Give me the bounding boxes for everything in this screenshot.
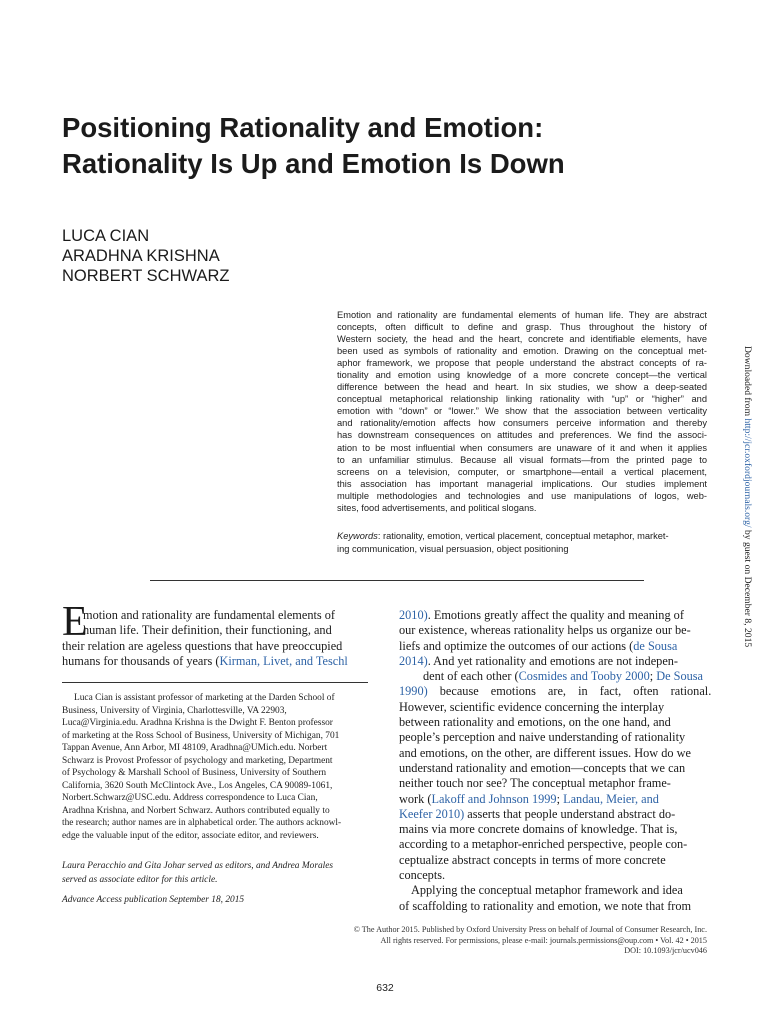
abstract-line: sites, food advertisements, and political slogans.	[337, 502, 537, 513]
author-name: NORBERT SCHWARZ	[62, 267, 230, 285]
body-line: humans for thousands of years (	[62, 653, 220, 668]
abstract-line: difference between the head and heart. In six studies, we show a deep-seated	[337, 382, 707, 393]
keywords	[337, 530, 707, 555]
editors-line: Laura Peracchio and Gita Johar served as editors, and Andrea Morales	[62, 861, 334, 871]
body-line: and emotions, on the other, are different issues. How do we	[399, 745, 691, 760]
abstract-line: ation to be most influential when consumers are unaware of it and when it applies	[337, 442, 707, 453]
abstract-line: Emotion and rationality are fundamental elements of human life. They are abstract	[337, 310, 707, 320]
abstract-line: conceptual metaphorical relationship linking rationality with “up” or “higher” and	[337, 394, 707, 405]
abstract-line: this association has important managerial implications. Our studies implement	[337, 478, 707, 489]
footnote-line: Luca@Virginia.edu. Aradhna Krishna is the Dwight F. Benton professor	[62, 718, 333, 729]
footnote-line: Luca Cian is assistant professor of marketing at the Darden School of	[74, 693, 335, 703]
footnote-line: California, 3620 South McClintock Ave., Los Angeles, CA 90089-1061,	[62, 780, 333, 791]
abstract-line: concepts, often difficult to define and grasp. Thus throughout the history of	[337, 322, 707, 333]
copyright-line: All rights reserved. For permissions, please e-mail: journals.permissions@oup.com • Vol. 42 • 2015	[380, 935, 707, 945]
body-line: concepts.	[399, 868, 446, 883]
citation-link[interactable]: de Sousa	[633, 638, 678, 653]
page-number: 632	[376, 982, 394, 994]
body-text: asserts that people understand abstract do-	[464, 806, 676, 821]
body-line: motion and rationality are fundamental elements of	[83, 608, 336, 622]
editors-note	[62, 860, 368, 887]
abstract	[337, 309, 707, 514]
body-line: people’s perception and naive understanding of rationality	[399, 730, 686, 745]
footnote-line: Tappan Avenue, Ann Arbor, MI 48109, Aradhna@UMich.edu. Norbert	[62, 743, 328, 754]
abstract-line: multiple methodologies and technologies and use manipulations of logos, web-	[337, 490, 707, 501]
keywords-label: Keywords	[337, 531, 378, 541]
footnote-line: the research; author names are in alphabetical order. The authors acknowl-	[62, 818, 342, 829]
author-name: LUCA CIAN	[62, 227, 150, 245]
citation-link[interactable]: Lakoff and Johnson 1999	[431, 791, 557, 806]
body-text: work (	[399, 791, 432, 806]
abstract-line: tionality and emotion using knowledge of a more concrete concept—the vertical	[337, 370, 707, 381]
copyright-notice	[300, 925, 707, 957]
body-column-right	[399, 608, 712, 914]
citation-link[interactable]: Keefer 2010)	[399, 806, 465, 821]
advance-access-note: Advance Access publication September 18, 2015	[62, 895, 245, 905]
article-title	[62, 110, 702, 182]
author-name: ARADHNA KRISHNA	[62, 247, 220, 265]
author-list	[62, 226, 229, 286]
watermark-suffix: by guest on December 8, 2015	[742, 527, 753, 648]
abstract-line: emotion with “down” or “lower.” We show that the association between verticality	[337, 406, 707, 417]
author-footnote	[62, 692, 368, 843]
watermark-prefix: Downloaded from	[742, 346, 753, 419]
body-text: ;	[556, 791, 564, 806]
body-line: our existence, whereas rationality helps us organize our be-	[399, 623, 691, 638]
body-text: liefs and optimize the outcomes of our actions (	[399, 638, 634, 653]
abstract-line: has downstream consequences on attitudes and preferences. We find the associ-	[337, 430, 707, 441]
body-text: dent of each other (	[423, 669, 519, 684]
abstract-line: been used as symbols of rationality and emotion. Drawing on the conceptual met-	[337, 346, 707, 357]
citation-link[interactable]: Cosmides and Tooby 2000	[518, 669, 650, 684]
abstract-line: and rationality/emotion affects how consumers perceive information and thereby	[337, 418, 707, 429]
body-line: between rationality and emotions, on the one hand, and	[399, 715, 671, 730]
body-line: Applying the conceptual metaphor framework and idea	[411, 883, 683, 898]
citation-link[interactable]: 1990)	[399, 684, 428, 699]
body-text: because emotions are, in fact, often rational.	[427, 684, 712, 699]
citation-link[interactable]: Kirman, Livet, and Teschl	[219, 653, 348, 668]
citation-link[interactable]: De Sousa	[656, 669, 704, 684]
citation-link[interactable]: Landau, Meier, and	[563, 791, 659, 806]
keywords-line-2: ing communication, visual persuasion, object positioning	[337, 543, 569, 554]
keywords-line-1: : rationality, emotion, vertical placement, conceptual metaphor, market-	[377, 531, 669, 541]
footnote-line: Business, University of Virginia, Charlottesville, VA 22903,	[62, 705, 287, 716]
body-line: understand rationality and emotion—concepts that we can	[399, 760, 686, 775]
body-line: However, scientific evidence concerning the interplay	[399, 699, 665, 714]
body-line: neither touch nor see? The conceptual metaphor frame-	[399, 776, 671, 791]
body-line: according to a metaphor-enriched perspective, people con-	[399, 837, 688, 852]
title-line-1: Positioning Rationality and Emotion:	[62, 112, 544, 143]
download-watermark	[742, 346, 753, 647]
body-line: ceptualize abstract concepts in terms of more concrete	[399, 852, 666, 867]
abstract-line: to an unfamiliar stimulus. Because all visual formats—from the printed page to	[337, 454, 707, 465]
footnote-line: of marketing at the Ross School of Business, University of Michigan, 701	[62, 730, 340, 741]
title-line-2: Rationality Is Up and Emotion Is Down	[62, 148, 565, 179]
journal-url-link[interactable]: http://jcr.oxfordjournals.org/	[742, 418, 753, 528]
footnote-line: of Psychology & Marshall School of Business, University of Southern	[62, 768, 327, 779]
section-divider	[150, 580, 644, 581]
body-line: mains via more concrete domains of knowledge. That is,	[399, 822, 678, 837]
copyright-line: © The Author 2015. Published by Oxford University Press on behalf of Journal of Consumer Research, Inc.	[353, 925, 707, 934]
abstract-line: screens on a television, computer, or smartphone—entail a vertical placement,	[337, 466, 707, 477]
footnote-line: edge the valuable input of the editor, associate editor, and reviewers.	[62, 831, 319, 842]
drop-cap: E	[62, 599, 88, 645]
body-line: of scaffolding to rationality and emotion, we note that from	[399, 898, 692, 913]
abstract-line: aphor framework, we propose that people understand the abstract concepts of ra-	[337, 358, 707, 369]
footnote-line: Aradhna Krishna, and Norbert Schwarz. Authors contributed equally to	[62, 805, 330, 816]
citation-link[interactable]: 2010)	[399, 608, 428, 622]
body-text: ;	[649, 669, 657, 684]
footnote-line: Schwarz is Provost Professor of psychology and marketing, Department	[62, 755, 333, 766]
body-line: human life. Their definition, their functioning, and	[83, 623, 332, 638]
body-line: their relation are ageless questions that have preoccupied	[62, 638, 343, 653]
footnote-divider	[62, 682, 368, 683]
abstract-line: Western society, the head and the heart, concrete and identifiable elements, have	[337, 334, 707, 345]
citation-link[interactable]: 2014)	[399, 653, 428, 668]
footnote-line: Norbert.Schwarz@USC.edu. Address correspondence to Luca Cian,	[62, 793, 318, 804]
body-text: . Emotions greatly affect the quality and meaning of	[427, 608, 684, 622]
body-text: . And yet rationality and emotions are not indepen-	[427, 653, 679, 668]
doi-line: DOI: 10.1093/jcr/ucv046	[624, 946, 707, 955]
body-column-left	[62, 608, 368, 669]
editors-line: served as associate editor for this article.	[62, 874, 218, 885]
